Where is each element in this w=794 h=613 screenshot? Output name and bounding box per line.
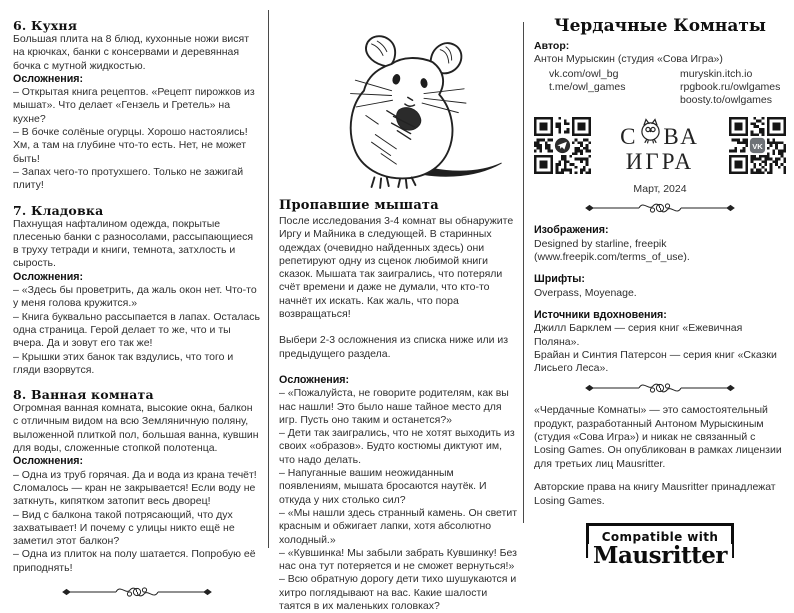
badge-mausritter-logo: Mausritter	[588, 544, 732, 568]
section-kitchen	[13, 18, 260, 193]
complication-item: – Напуганные вашим неожиданным появлениям, мышата бросаются наутёк. И откуда у них столько сил?	[279, 467, 487, 506]
section-heading: 6. Кухня	[13, 18, 78, 33]
logo-text-line2: ИГРА	[625, 148, 695, 174]
complications-label: Осложнения:	[13, 455, 84, 468]
complication-item: – «Пожалуйста, не говорите родителям, как вы нас нашли! Это было наше тайное место для игр. Пусть оно таким и останется?»	[279, 387, 509, 426]
images-text: Designed by starline, freepik (www.freepik.com/terms_of_use).	[534, 237, 690, 264]
author-name: Антон Мурыскин (студия «Сова Игра»)	[534, 53, 723, 66]
qr-logo-row	[534, 117, 786, 174]
link-rpgbook: rpgbook.ru/owlgames	[680, 80, 781, 93]
right-column	[534, 16, 786, 570]
complication-item: – Книга буквально рассыпается в лапах. Осталась одна страница. Герой делает то же, что и ты вчера. Да и зовут его так же!	[13, 310, 260, 350]
links-block	[534, 68, 786, 108]
complication-item: – Открытая книга рецептов. «Рецепт пирожков из мышат». Что делает «Гензель и Гретель» на кухне?	[13, 86, 255, 125]
complication-item: – Дети так заигрались, что не хотят выходить из своих «образов». Будто костюмы диктуют им, что надо делать.	[279, 427, 515, 466]
complications-label: Осложнения:	[13, 72, 84, 85]
complication-item: – Крышки этих банок так вздулись, что того и гляди взорвутся.	[13, 350, 234, 376]
fonts-text: Overpass, Moyenage.	[534, 286, 637, 299]
telegram-icon	[534, 117, 591, 174]
section-heading: 7. Кладовка	[13, 202, 104, 218]
logo-text: С	[620, 123, 639, 149]
author-label: Автор:	[534, 40, 570, 52]
complication-item: – Запах чего-то протухшего. Только не зажигай плиту!	[13, 165, 244, 192]
badge-compatible-text: Compatible with	[601, 530, 719, 545]
complication-item: – Всю обратную дорогу дети тихо шушукаются и хитро поглядывают на вас. Какие шалости таятся в их маленьких головках?	[279, 573, 517, 613]
link-telegram: t.me/owl_games	[549, 80, 626, 93]
section-heading: 8. Ванная комната	[13, 387, 154, 403]
fonts-label: Шрифты:	[534, 273, 585, 286]
owl-games-logo	[620, 118, 700, 174]
section-body: Огромная ванная комната, высокие окна, балкон с отличным видом на всю Земляничную поляну, выложенной плиткой пол, большая ванна, кувшин для воды, сложенные стопкой полотенца.	[13, 402, 259, 455]
missing-mice-body: После исследования 3-4 комнат вы обнаружите Иргу и Майника в следующей. В старинных одеждах (очевидно найденных здесь) они репетируют одну из сценок любимой книги сказок. Мышата так заигрались, что потеряли счёт времени и даже не думали, что кто-то начнёт их искать. Как жаль, что пора возвращаться!	[279, 215, 514, 321]
flourish-divider-icon	[585, 201, 735, 215]
vk-qr-code	[729, 117, 786, 174]
images-label: Изображения:	[534, 224, 609, 237]
license-text: «Чердачные Комнаты» — это самостоятельный продукт, разработанный Антоном Мурыскиным (студия «Сова Игра») и никак не связанный с Losing Games. Он опубликован в рамках лицензии для третьих лиц Mausritter.	[534, 404, 782, 470]
column-divider	[268, 10, 269, 548]
complications-label: Осложнения:	[279, 373, 350, 386]
images-credit-block	[534, 224, 786, 264]
copyright-text: Авторские права на книгу Mausritter принадлежат Losing Games.	[534, 481, 776, 507]
choose-note: Выбери 2-3 осложнения из списка ниже или из предыдущего раздела.	[279, 334, 509, 360]
telegram-qr-code	[534, 117, 591, 174]
inspiration-block	[534, 309, 786, 375]
section-bathroom	[13, 387, 260, 575]
complication-item: – В бочке солёные огурцы. Хорошо настоялись! Хм, а там на глубине что-то есть. Нет, не может быть!	[13, 126, 248, 165]
inspiration-line: Джилл Барклем — серия книг «Ежевичная Поляна».	[534, 322, 743, 348]
complications-label: Осложнения:	[13, 270, 84, 283]
vk-icon	[729, 117, 786, 174]
link-itch: muryskin.itch.io	[680, 67, 753, 80]
middle-column	[279, 12, 518, 613]
left-column	[13, 18, 260, 605]
section-pantry	[13, 203, 260, 378]
inspiration-label: Источники вдохновения:	[534, 308, 667, 321]
missing-mice-heading: Пропавшие мышата	[279, 198, 439, 213]
complication-item: – «Мы нашли здесь странный камень. Он светит красным и обжигает лапки, хотя абсолютно холодный.»	[279, 506, 518, 546]
complication-item: – «Здесь бы проветрить, да жаль окон нет. Что-то у меня голова кружится.»	[13, 284, 257, 310]
section-body: Большая плита на 8 блюд, кухонные ножи висят на крючках, банки с консервами и деревянная бочка с мутной жидкостью.	[13, 33, 250, 72]
fonts-block	[534, 273, 786, 300]
logo-text: ВА	[663, 123, 700, 149]
link-vk: vk.com/owl_bg	[549, 67, 619, 80]
mausritter-compatibility-badge	[586, 523, 735, 570]
page-title: Чердачные Комнаты	[554, 16, 766, 36]
section-body: Пахнущая нафталином одежда, покрытые плесенью банки с разносолами, рассыпающиеся в труху тетради и книги, темнота, затхлость и сырость.	[13, 217, 254, 270]
complication-item: – Вид с балкона такой потрясающий, что дух захватывает! И почему с улицы никто ещё не заметил этот балкон?	[13, 508, 235, 548]
complication-item: – «Кувшинка! Мы забыли забрать Кувшинку! Без нас она тут потеряется и не сможет вернуться!»	[279, 546, 517, 573]
publication-date: Март, 2024	[633, 183, 687, 196]
mouse-illustration	[301, 16, 506, 194]
svg-text:VK: VK	[752, 142, 763, 152]
complication-item: – Одна из труб горячая. Да и вода из крана течёт! Сломалось — кран не закрывается! Если воду не заткнуть, кипятком затопит весь дворец!	[13, 468, 257, 508]
link-boosty: boosty.to/owlgames	[680, 94, 773, 107]
flourish-divider-icon	[585, 381, 735, 395]
owl-icon	[639, 118, 662, 149]
complication-item: – Одна из плиток на полу шатается. Попробую её приподнять!	[13, 548, 256, 574]
column-divider	[523, 22, 524, 523]
flourish-divider-icon	[62, 585, 212, 599]
inspiration-line: Брайан и Синтия Патерсон — серия книг «Сказки Лисьего Леса».	[534, 348, 777, 375]
